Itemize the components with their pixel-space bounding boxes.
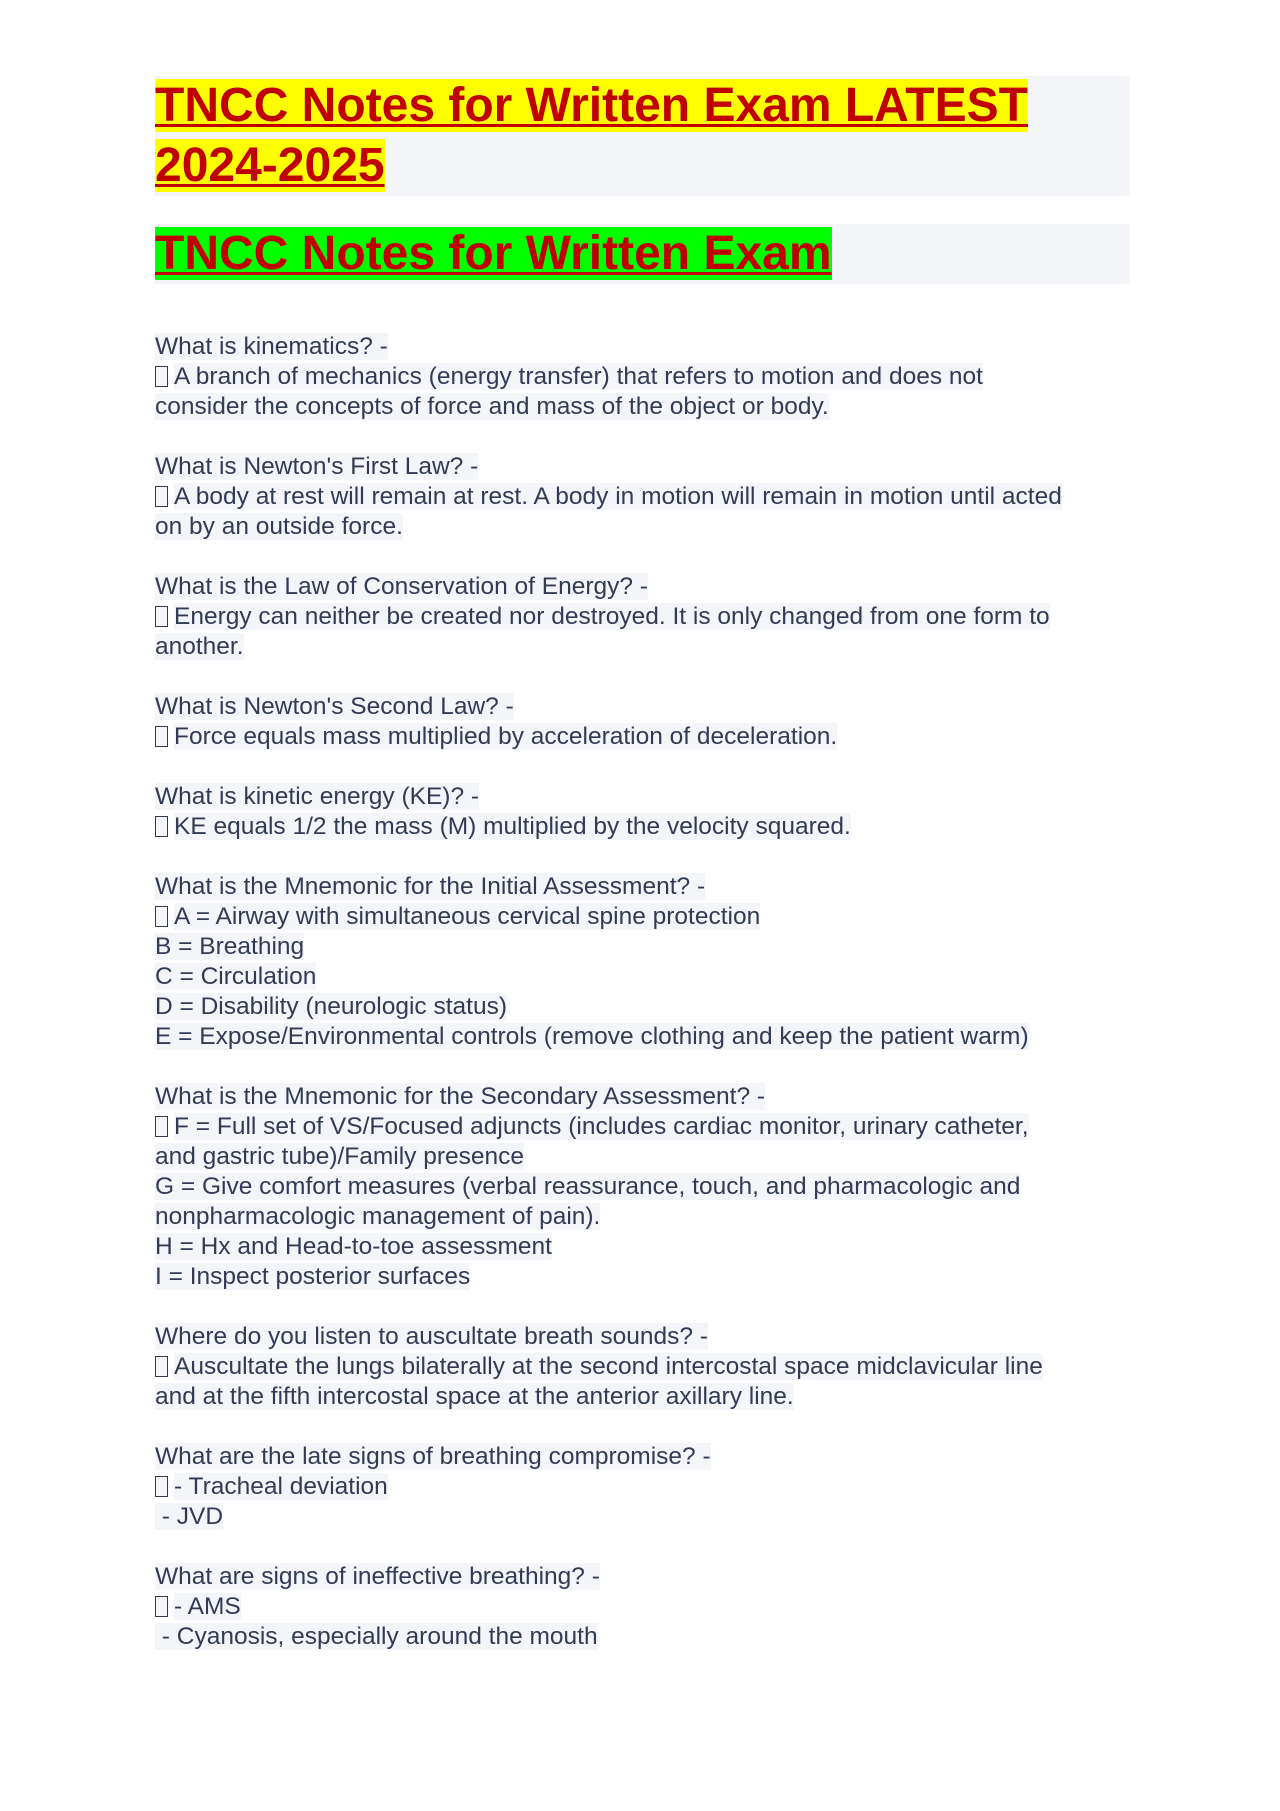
question-text: Where do you listen to auscultate breath sounds? - xyxy=(155,1323,708,1350)
question xyxy=(155,782,1130,812)
document-title: TNCC Notes for Written Exam LATEST 2024-2025 xyxy=(155,79,1028,192)
answer-text: consider the concepts of force and mass of the object or body. xyxy=(155,393,829,420)
document-page xyxy=(155,76,1130,1682)
qa-item xyxy=(155,572,1130,662)
answer-line xyxy=(155,602,1130,632)
answer-line xyxy=(155,1142,1130,1172)
missing-glyph-icon xyxy=(155,726,168,747)
answer-line xyxy=(155,1592,1130,1622)
missing-glyph-icon xyxy=(155,816,168,837)
qa-item xyxy=(155,872,1130,1052)
qa-item xyxy=(155,1322,1130,1412)
question xyxy=(155,1082,1130,1112)
question xyxy=(155,572,1130,602)
qa-item xyxy=(155,452,1130,542)
answer-line xyxy=(155,482,1130,512)
question xyxy=(155,1322,1130,1352)
answer-text: E = Expose/Environmental controls (remove clothing and keep the patient warm) xyxy=(155,1023,1029,1050)
missing-glyph-icon xyxy=(155,906,168,927)
question xyxy=(155,872,1130,902)
qa-item xyxy=(155,1082,1130,1292)
question-text: What is kinematics? - xyxy=(155,333,388,360)
answer-line xyxy=(155,1382,1130,1412)
answer-line xyxy=(155,1622,1130,1652)
answer-line xyxy=(155,1502,1130,1532)
qa-item xyxy=(155,782,1130,842)
answer-line xyxy=(155,932,1130,962)
question xyxy=(155,1562,1130,1592)
answer-line xyxy=(155,1472,1130,1502)
answer-line xyxy=(155,392,1130,422)
answer-line xyxy=(155,1262,1130,1292)
missing-glyph-icon xyxy=(155,1596,168,1617)
answer-line xyxy=(155,902,1130,932)
missing-glyph-icon xyxy=(155,366,168,387)
answer-line xyxy=(155,512,1130,542)
question xyxy=(155,452,1130,482)
answer-text: I = Inspect posterior surfaces xyxy=(155,1263,471,1290)
missing-glyph-icon xyxy=(155,606,168,627)
answer-text: D = Disability (neurologic status) xyxy=(155,993,507,1020)
answer-line xyxy=(155,632,1130,662)
missing-glyph-icon xyxy=(155,486,168,507)
answer-text: A body at rest will remain at rest. A body in motion will remain in motion until acted xyxy=(174,483,1062,510)
answer-text: A = Airway with simultaneous cervical spine protection xyxy=(174,903,761,930)
question xyxy=(155,1442,1130,1472)
answer-line xyxy=(155,992,1130,1022)
answer-text: - JVD xyxy=(155,1503,224,1530)
question-text: What are signs of ineffective breathing? - xyxy=(155,1563,600,1590)
answer-text: C = Circulation xyxy=(155,963,317,990)
question-text: What are the late signs of breathing compromise? - xyxy=(155,1443,711,1470)
answer-text: Force equals mass multiplied by acceleration of deceleration. xyxy=(174,723,838,750)
answer-text: and gastric tube)/Family presence xyxy=(155,1143,525,1170)
question-text: What is the Law of Conservation of Energy? - xyxy=(155,573,648,600)
answer-line xyxy=(155,362,1130,392)
answer-text: and at the fifth intercostal space at the anterior axillary line. xyxy=(155,1383,794,1410)
answer-text: B = Breathing xyxy=(155,933,305,960)
answer-line xyxy=(155,1202,1130,1232)
missing-glyph-icon xyxy=(155,1116,168,1137)
answer-text: A branch of mechanics (energy transfer) that refers to motion and does not xyxy=(174,363,983,390)
answer-text: - Cyanosis, especially around the mouth xyxy=(155,1623,598,1650)
answer-line xyxy=(155,722,1130,752)
qa-item xyxy=(155,692,1130,752)
document-subtitle: TNCC Notes for Written Exam xyxy=(155,227,832,280)
answer-line xyxy=(155,962,1130,992)
answer-text: - AMS xyxy=(174,1593,241,1620)
missing-glyph-icon xyxy=(155,1356,168,1377)
title-block xyxy=(155,76,1130,196)
question-text: What is the Mnemonic for the Initial Assessment? - xyxy=(155,873,706,900)
answer-line xyxy=(155,1022,1130,1052)
subtitle-block xyxy=(155,224,1130,284)
qa-list xyxy=(155,332,1130,1652)
answer-line xyxy=(155,1112,1130,1142)
qa-item xyxy=(155,332,1130,422)
question-text: What is Newton's Second Law? - xyxy=(155,693,514,720)
answer-line xyxy=(155,1172,1130,1202)
question xyxy=(155,692,1130,722)
answer-text: F = Full set of VS/Focused adjuncts (includes cardiac monitor, urinary catheter, xyxy=(174,1113,1029,1140)
qa-item xyxy=(155,1442,1130,1532)
answer-text: H = Hx and Head-to-toe assessment xyxy=(155,1233,552,1260)
qa-item xyxy=(155,1562,1130,1652)
answer-text: G = Give comfort measures (verbal reassurance, touch, and pharmacologic and xyxy=(155,1173,1021,1200)
answer-line xyxy=(155,1232,1130,1262)
answer-text: Energy can neither be created nor destroyed. It is only changed from one form to xyxy=(174,603,1050,630)
answer-text: KE equals 1/2 the mass (M) multiplied by the velocity squared. xyxy=(174,813,851,840)
answer-line xyxy=(155,1352,1130,1382)
answer-text: another. xyxy=(155,633,244,660)
question-text: What is the Mnemonic for the Secondary Assessment? - xyxy=(155,1083,766,1110)
answer-text: Auscultate the lungs bilaterally at the second intercostal space midclavicular line xyxy=(174,1353,1043,1380)
question-text: What is kinetic energy (KE)? - xyxy=(155,783,480,810)
answer-text: nonpharmacologic management of pain). xyxy=(155,1203,601,1230)
missing-glyph-icon xyxy=(155,1476,168,1497)
question xyxy=(155,332,1130,362)
answer-text: - Tracheal deviation xyxy=(174,1473,388,1500)
question-text: What is Newton's First Law? - xyxy=(155,453,479,480)
answer-text: on by an outside force. xyxy=(155,513,403,540)
answer-line xyxy=(155,812,1130,842)
